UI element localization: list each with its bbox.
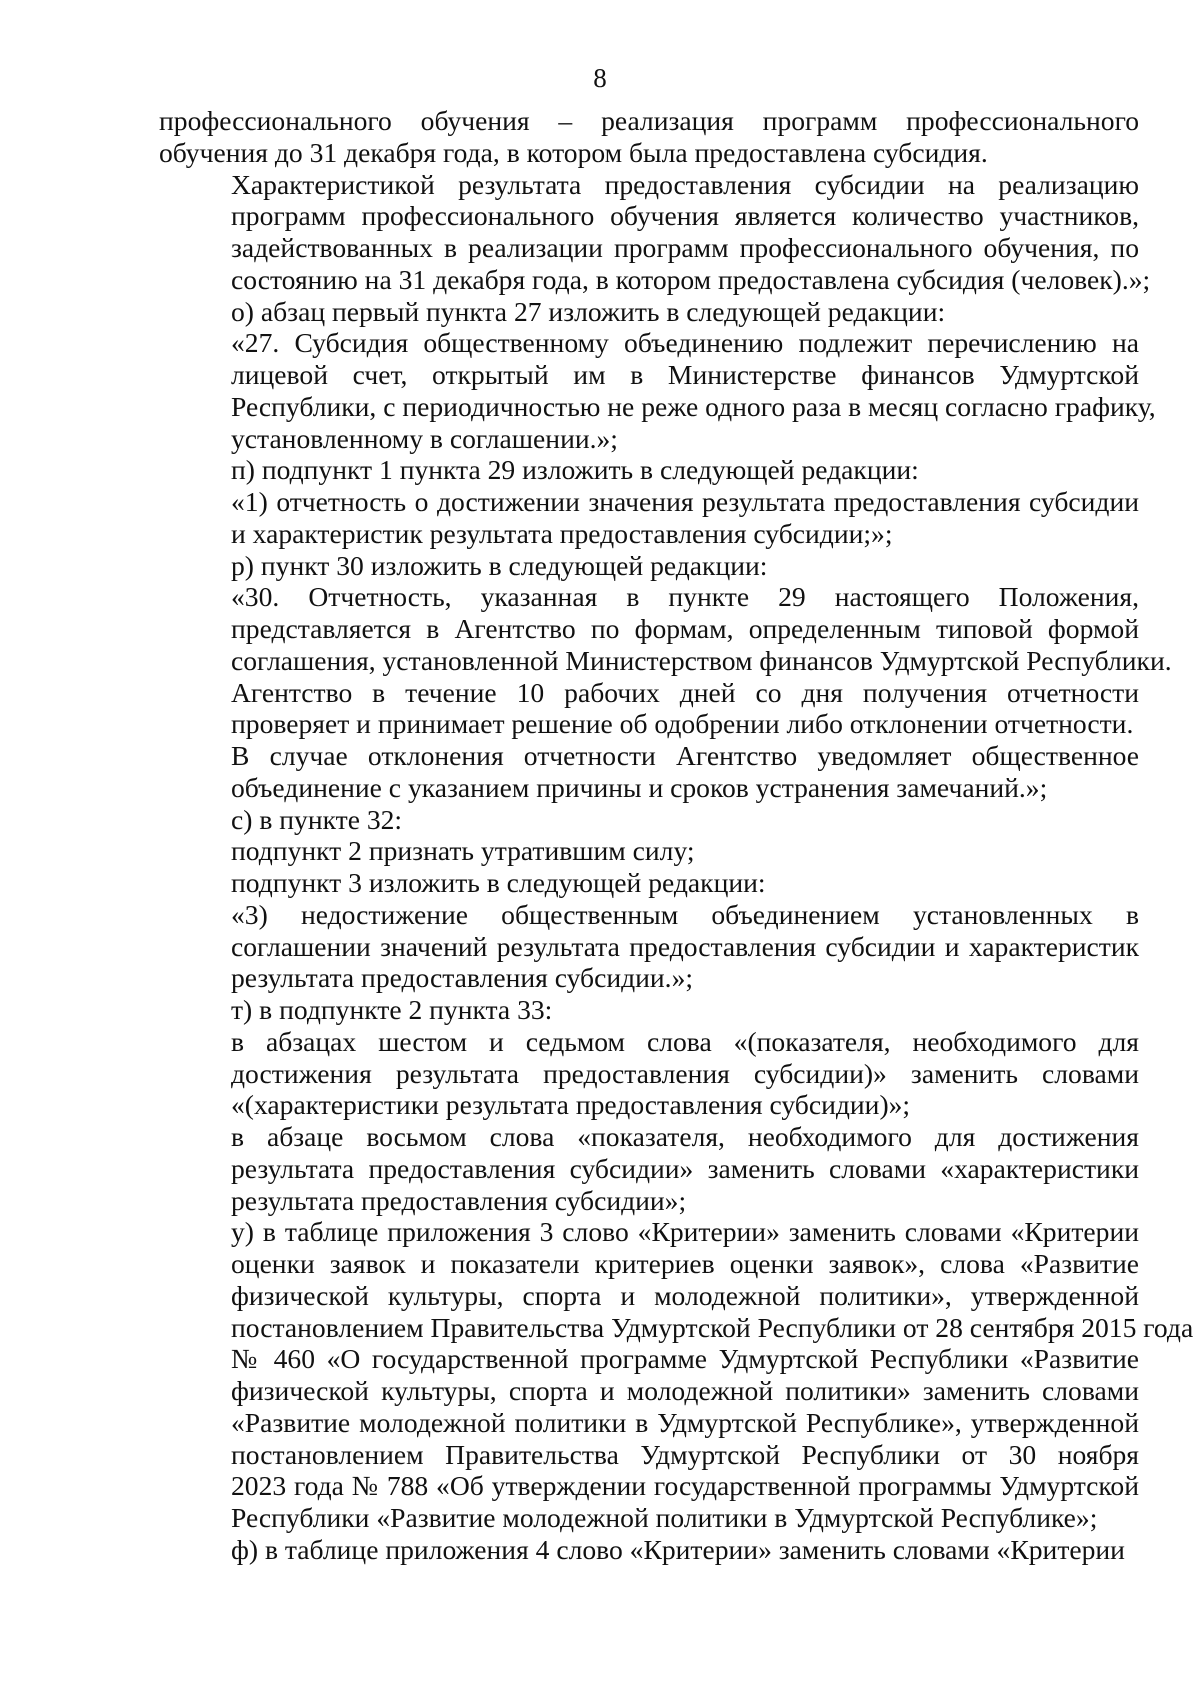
paragraph [159,581,1172,676]
text-line: т) в подпункте 2 пункта 33: [231,994,553,1025]
text-line: и характеристик результата предоставления субсидии;»; [231,517,893,549]
paragraph [159,454,1139,486]
text-line: Республики, с периодичностью не реже одного раза в месяц согласно графику, [231,390,1156,422]
text-line: объединение с указанием причины и сроков устранения замечаний.»; [231,771,1048,803]
paragraph [159,105,1139,169]
text-line: результата предоставления субсидии.»; [231,962,694,994]
paragraph [159,867,1139,899]
text-line: п) подпункт 1 пункта 29 изложить в следующей редакции: [231,454,919,486]
paragraph [159,296,1139,328]
text-line: соглашения, установленной Министерством финансов Удмуртской Республики. [231,644,1172,676]
text-line: ф) в таблице приложения 4 слово «Критерии» заменить словами «Критерии [231,1533,1125,1565]
paragraph [159,1216,1194,1534]
text-line: обучения до 31 декабря года, в котором была предоставлена субсидия. [159,136,988,168]
text-line: соглашении значений результата предоставления субсидии и характеристик [231,930,1139,962]
text-line: Характеристикой результата предоставления субсидии на реализацию [231,168,1139,200]
text-line: в абзаце восьмом слова «показателя, необходимого для достижения [231,1121,1139,1152]
document-body [159,105,1194,1566]
paragraph [159,1026,1139,1121]
text-line: профессионального обучения – реализация программ профессионального [159,105,1139,136]
text-line: Республики «Развитие молодежной политики в Удмуртской Республике»; [231,1502,1098,1533]
paragraph [159,327,1156,454]
text-line: представляется в Агентство по формам, определенным типовой формой [231,613,1139,644]
paragraph [159,740,1139,804]
text-line: задействованных в реализации программ профессионального обучения, по [231,232,1139,263]
text-line: «Развитие молодежной политики в Удмуртской Республике», утвержденной [231,1406,1139,1438]
text-line: состоянию на 31 декабря года, в котором предоставлена субсидия (человек).»; [231,263,1151,295]
text-line: физической культуры, спорта и молодежной политики» заменить словами [231,1375,1139,1406]
paragraph [159,168,1151,296]
paragraph [159,550,1139,582]
text-line: у) в таблице приложения 3 слово «Критерии» заменить словами «Критерии [231,1216,1139,1248]
paragraph [159,835,1139,867]
text-line: достижения результата предоставления субсидии)» заменить словами [231,1057,1139,1089]
paragraph [159,677,1139,741]
paragraph [159,1534,1139,1566]
text-line: результата предоставления субсидии»; [231,1184,687,1216]
text-line: проверяет и принимает решение об одобрении либо отклонении отчетности. [231,708,1134,740]
text-line: с) в пункте 32: [231,803,403,835]
text-line: «(характеристики результата предоставления субсидии)»; [231,1089,911,1121]
text-line: постановлением Правительства Удмуртской Республики от 28 сентября 2015 года [231,1311,1194,1343]
page-number: 8 [593,63,607,93]
text-line: о) абзац первый пункта 27 изложить в следующей редакции: [231,295,946,327]
text-line: физической культуры, спорта и молодежной политики», утвержденной [231,1279,1139,1311]
text-line: программ профессионального обучения является количество участников, [231,200,1139,232]
text-line: Агентство в течение 10 рабочих дней со дня получения отчетности [231,676,1139,708]
text-line: «30. Отчетность, указанная в пункте 29 настоящего Положения, [231,581,1139,613]
paragraph [159,1121,1139,1216]
text-line: установленному в соглашении.»; [231,422,618,454]
text-line: лицевой счет, открытый им в Министерстве финансов Удмуртской [231,359,1139,390]
text-line: подпункт 3 изложить в следующей редакции: [231,867,766,898]
paragraph [159,486,1139,550]
paragraph [159,804,1139,836]
text-line: р) пункт 30 изложить в следующей редакции: [231,549,768,581]
text-line: оценки заявок и показатели критериев оценки заявок», слова «Развитие [231,1248,1139,1279]
paragraph [159,899,1139,994]
text-line: в абзацах шестом и седьмом слова «(показателя, необходимого для [231,1025,1139,1057]
text-line: «27. Субсидия общественному объединению подлежит перечислению на [231,327,1139,359]
text-line: постановлением Правительства Удмуртской Республики от 30 ноября [231,1438,1139,1470]
text-line: «1) отчетность о достижении значения результата предоставления субсидии [231,486,1139,517]
text-line: 2023 года № 788 «Об утверждении государственной программы Удмуртской [231,1470,1139,1502]
text-line: В случае отклонения отчетности Агентство уведомляет общественное [231,740,1139,771]
paragraph [159,994,1139,1026]
text-line: «3) недостижение общественным объединением установленных в [231,898,1139,930]
text-line: результата предоставления субсидии» заменить словами «характеристики [231,1152,1139,1184]
text-line: подпункт 2 признать утратившим силу; [231,835,695,867]
text-line: № 460 «О государственной программе Удмуртской Республики «Развитие [231,1343,1139,1375]
